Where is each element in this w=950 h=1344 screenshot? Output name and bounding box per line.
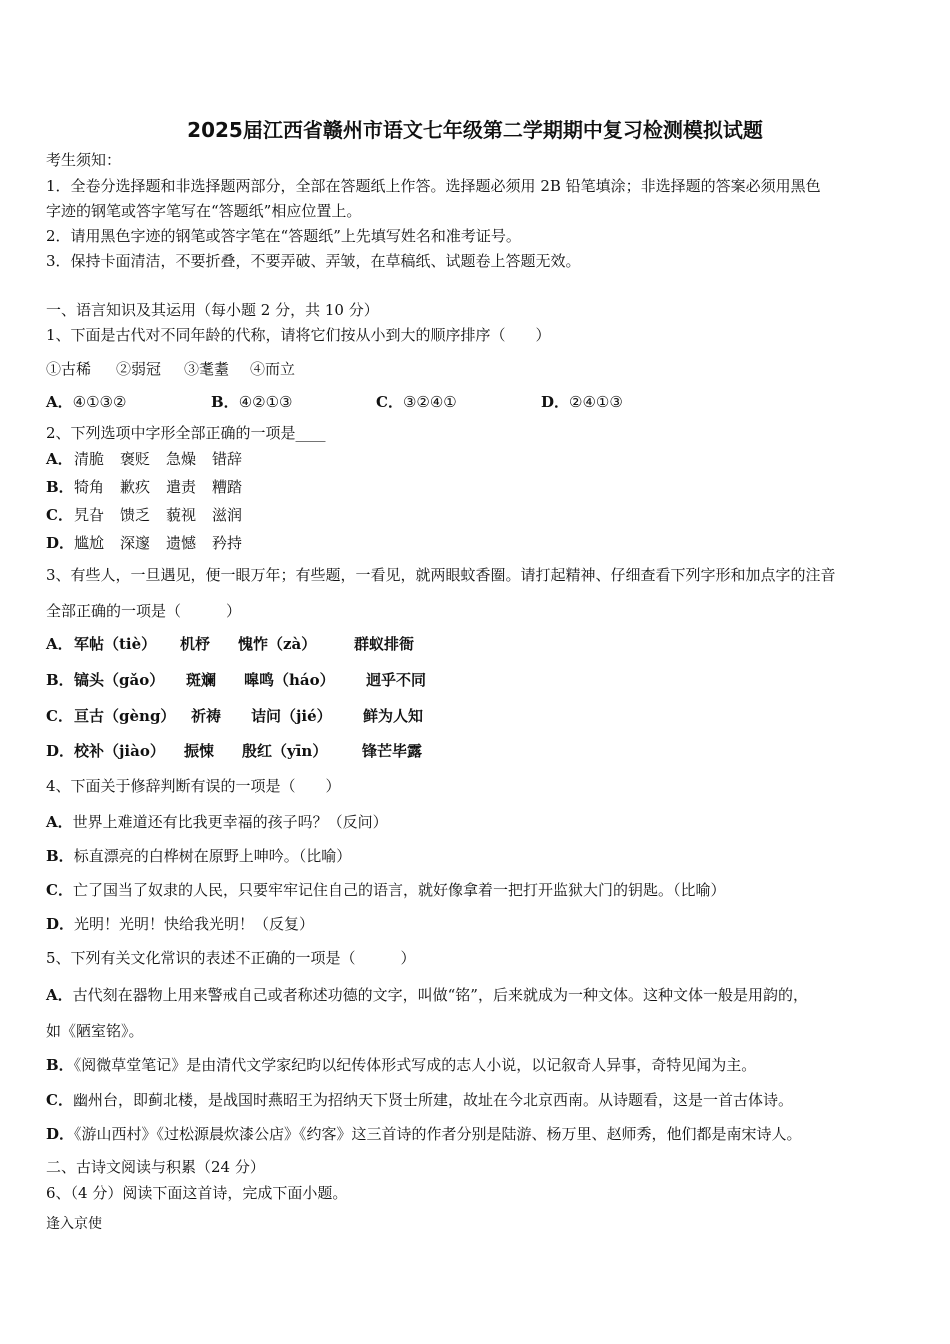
notice-line-1b: 字迹的钢笔或答字笔写在“答题纸”相应位置上。: [46, 202, 362, 220]
q4-option-d[interactable]: D．光明！光明！快给我光明！（反复）: [46, 915, 315, 933]
notice-line-2: 2．请用黑色字迹的钢笔或答字笔在“答题纸”上先填写姓名和准考证号。: [46, 227, 521, 245]
q4-option-c[interactable]: C．亡了国当了奴隶的人民，只要牢牢记住自己的语言，就好像拿着一把打开监狱大门的钥匙。（比喻）: [46, 881, 726, 899]
q1-option-a[interactable]: A．④①③②: [46, 393, 127, 411]
q1-options: [46, 392, 623, 412]
q4-option-a[interactable]: A．世界上难道还有比我更幸福的孩子吗？（反问）: [46, 813, 388, 831]
q3-option-b[interactable]: B．镐头（gǎo） 斑斓 嗥鸣（háo） 迥乎不同: [46, 671, 427, 689]
q3-stem-b: 全部正确的一项是（ ）: [46, 602, 242, 620]
q5-stem: 5、下列有关文化常识的表述不正确的一项是（ ）: [46, 949, 416, 967]
q3-option-c[interactable]: C．亘古（gèng） 祈祷 诘问（jié） 鲜为人知: [46, 707, 424, 725]
q1-stem: 1、下面是古代对不同年龄的代称，请将它们按从小到大的顺序排序（ ）: [46, 326, 551, 344]
q5-option-a-cont: 如《陋室铭》。: [46, 1022, 144, 1040]
q2-option-c[interactable]: C．旯旮 馈乏 藐视 滋润: [46, 506, 243, 524]
q1-item: ①古稀: [46, 360, 92, 378]
q1-option-b[interactable]: B．④②①③: [211, 393, 293, 411]
q2-option-a[interactable]: A．清脆 褒贬 急燥 错辞: [46, 450, 243, 468]
q5-option-c[interactable]: C．幽州台，即蓟北楼，是战国时燕昭王为招纳天下贤士所建，故址在今北京西南。从诗题看，这是一首古体诗。: [46, 1091, 793, 1109]
q1-item: ④而立: [250, 360, 296, 378]
q2-option-b[interactable]: B．犄角 歉疚 遣责 糟踏: [46, 478, 243, 496]
section-1-heading: 一、语言知识及其运用（每小题 2 分，共 10 分）: [46, 301, 379, 319]
q2-stem: 2、下列选项中字形全部正确的一项是____: [46, 424, 326, 442]
q3-option-d[interactable]: D．校补（jiào） 振悚 殷红（yīn） 锋芒毕露: [46, 742, 423, 760]
q1-item: ③耄耋: [184, 360, 230, 378]
q1-option-d[interactable]: D．②④①③: [541, 393, 623, 411]
q3-option-a[interactable]: A．军帖（tiè） 机杼 愧怍（zà） 群蚁排衙: [46, 635, 415, 653]
exam-title: 2025届江西省赣州市语文七年级第二学期期中复习检测模拟试题: [187, 118, 763, 142]
q5-option-a[interactable]: A．古代刻在器物上用来警戒自己或者称述功德的文字，叫做“铭”，后来就成为一种文体。这种文体一般是用韵的，: [46, 986, 808, 1004]
q6-stem: 6、（4 分）阅读下面这首诗，完成下面小题。: [46, 1184, 348, 1202]
q4-option-b[interactable]: B．标直漂亮的白桦树在原野上呻吟。（比喻）: [46, 847, 352, 865]
q1-option-c[interactable]: C．③②④①: [376, 393, 457, 411]
q1-items: [46, 359, 295, 379]
q4-stem: 4、下面关于修辞判断有误的一项是（ ）: [46, 777, 341, 795]
section-2-heading: 二、古诗文阅读与积累（24 分）: [46, 1158, 265, 1176]
notice-line-1a: 1．全卷分选择题和非选择题两部分，全部在答题纸上作答。选择题必须用 2B 铅笔填涂；非选择题的答案必须用黑色: [46, 177, 821, 195]
q2-option-d[interactable]: D．尴尬 深邃 遗憾 矜持: [46, 534, 243, 552]
q5-option-d[interactable]: D．《游山西村》《过松源晨炊漆公店》《约客》这三首诗的作者分别是陆游、杨万里、赵师秀，他们都是南宋诗人。: [46, 1125, 802, 1143]
q6-poem-title: 逢入京使: [46, 1216, 102, 1232]
q5-option-b[interactable]: B．《阅微草堂笔记》是由清代文学家纪昀以纪传体形式写成的志人小说，以记叙奇人异事，奇特见闻为主。: [46, 1056, 757, 1074]
notice-line-3: 3．保持卡面清洁，不要折叠，不要弄破、弄皱，在草稿纸、试题卷上答题无效。: [46, 252, 581, 270]
q3-stem-a: 3、有些人，一旦遇见，便一眼万年；有些题，一看见，就两眼蚊香圈。请打起精神、仔细查看下列字形和加点字的注音: [46, 566, 836, 584]
notice-heading: 考生须知：: [46, 151, 122, 169]
q1-item: ②弱冠: [116, 360, 162, 378]
